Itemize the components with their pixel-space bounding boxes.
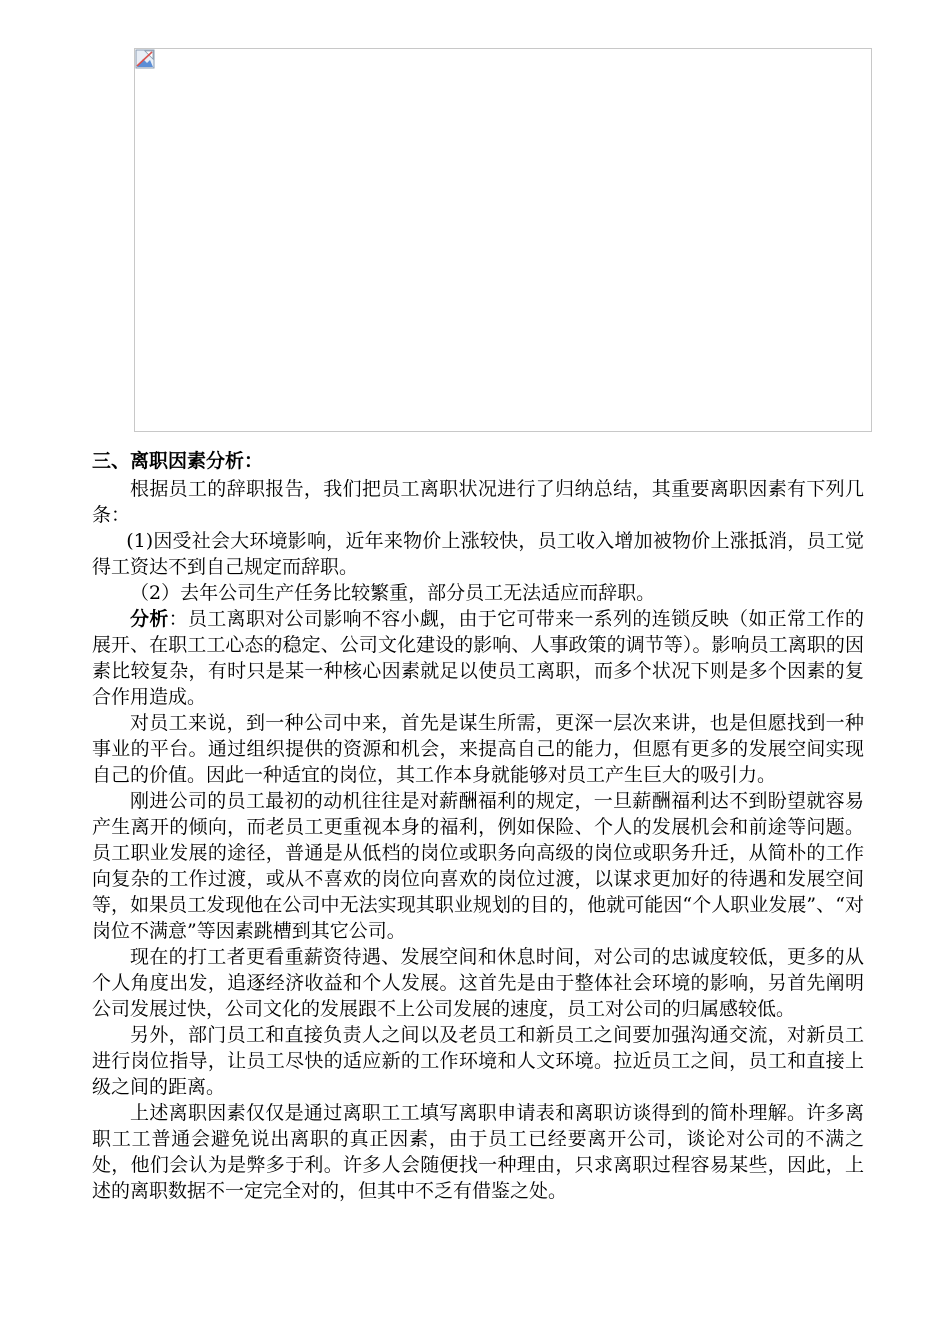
reason-item-2: （2）去年公司生产任务比较繁重，部分员工无法适应而辞职。 — [130, 582, 656, 604]
body-paragraph-4: 另外，部门员工和直接负责人之间以及老员工和新员工之间要加强沟通交流，对新员工进行岗位指导，让员工尽快的适应新的工作环境和人文环境。拉近员工之间，员工和直接上级之间的距离。 — [92, 1024, 864, 1098]
intro-paragraph: 根据员工的辞职报告，我们把员工离职状况进行了归纳总结，其重要离职因素有下列几条： — [92, 478, 864, 526]
reason-item-1: (1)因受社会大环境影响，近年来物价上涨较快，员工收入增加被物价上涨抵消，员工觉得工资达不到自己规定而辞职。 — [92, 530, 864, 578]
broken-image-icon — [135, 49, 155, 69]
analysis-paragraph — [92, 606, 864, 710]
body-paragraph-2: 刚进公司的员工最初的动机往往是对薪酬福利的规定，一旦薪酬福利达不到盼望就容易产生离开的倾向，而老员工更重视本身的福利，例如保险、个人的发展机会和前途等问题。员工职业发展的途径，普通是从低档的岗位或职务向高级的岗位或职务升迁，从简朴的工作向复杂的工作过渡，或从不喜欢的岗位向喜欢的岗位过渡，以谋求更加好的待遇和发展空间等，如果员工发现他在公司中无法实现其职业规划的目的，他就可能因“个人职业发展”、“对岗位不满意”等因素跳槽到其它公司。 — [92, 790, 864, 942]
document-body — [92, 448, 864, 1204]
analysis-label: 分析 — [130, 608, 169, 630]
body-paragraph-1: 对员工来说，到一种公司中来，首先是谋生所需，更深一层次来讲，也是但愿找到一种事业的平台。通过组织提供的资源和机会，来提高自己的能力，但愿有更多的发展空间实现自己的价值。因此一种适宜的岗位，其工作本身就能够对员工产生巨大的吸引力。 — [92, 712, 864, 786]
image-placeholder — [134, 48, 872, 432]
section-heading: 三、离职因素分析： — [92, 450, 264, 472]
analysis-text: ：员工离职对公司影响不容小觑，由于它可带来一系列的连锁反映（如正常工作的展开、在职工工心态的稳定、公司文化建设的影响、人事政策的调节等）。影响员工离职的因素比较复杂，有时只是某一种核心因素就足以使员工离职，而多个状况下则是多个因素的复合作用造成。 — [92, 608, 864, 708]
body-paragraph-3: 现在的打工者更看重薪资待遇、发展空间和休息时间，对公司的忠诚度较低，更多的从个人角度出发，追逐经济收益和个人发展。这首先是由于整体社会环境的影响，另首先阐明公司发展过快，公司文化的发展跟不上公司发展的速度，员工对公司的归属感较低。 — [92, 946, 864, 1020]
body-paragraph-5: 上述离职因素仅仅是通过离职工工填写离职申请表和离职访谈得到的简朴理解。许多离职工工普通会避免说出离职的真正因素，由于员工已经要离开公司，谈论对公司的不满之处，他们会认为是弊多于利。许多人会随便找一种理由，只求离职过程容易某些，因此，上述的离职数据不一定完全对的，但其中不乏有借鉴之处。 — [92, 1102, 864, 1202]
